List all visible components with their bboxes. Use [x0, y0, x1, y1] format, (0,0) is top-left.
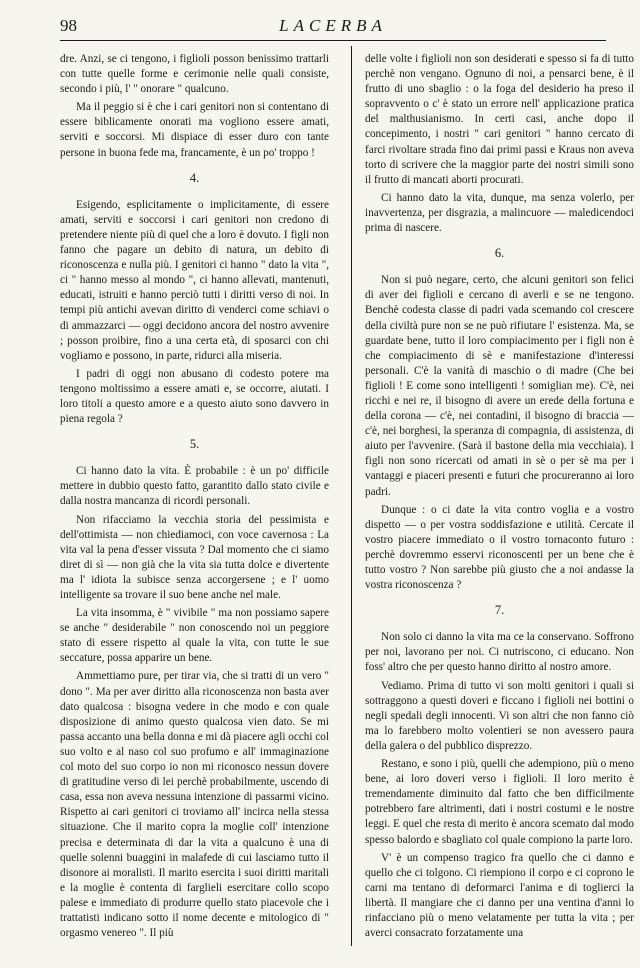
paragraph: La vita insomma, è " vivibile " ma non possiamo sapere se anche " desiderabile " non conoscendo noi un peggiore stato di essere rispetto al quale la vita, con tutte le sue seccature, possa apparire un bene.	[60, 607, 329, 665]
section-number: 4.	[189, 170, 200, 185]
journal-title: LACERBA	[279, 16, 387, 35]
paragraph: Vediamo. Prima di tutto vi son molti genitori i quali si sottraggono a questi doveri e ficcano i figlioli nei bottini o negli spedali degli innocenti. Vi son altri che non fanno ciò ma lo farebbero molto volentieri se non avessero paura della galera o del pubblico disprezzo.	[365, 679, 634, 752]
paragraph: Non rifacciamo la vecchia storia del pessimista e dell'ottimista — non chiediamoci, con voce cavernosa : La vita val la pena d'esser vissuta ? Dal momento che ci siamo diret di sì — non già che la vita sia tutta dolce e divertente ma l' idiota la subisce senza accorgersene ; e l' uomo intelligente sa trovare il suo bene anche nel male.	[60, 513, 329, 601]
paragraph: Non si può negare, certo, che alcuni genitori son felici di aver dei figlioli e cercano di averli e se ne tengono. Benchè codesta classe di padri vada scemando col crescere della civiltà pure non se ne può rifiutare l' esistenza. Ma, se guardate bene, tutto il loro compiacimento per i figli non è che compiacimento di sè e manifestazione d'interessi personali. C'è la vanità di maschio o di madre (Che bei figlioli ! E come sono intelligenti ! somiglian me). C'è, nei ricchi e nei re, il bisogno di avere un erede della fortuna e della corona — c'è, nei contadini, il bisogno di braccia — c'è, nei borghesi, la speranza di compagnia, di assistenza, di aiuto per l'avvenire. (Sarà il bastone della mia vecchiaia). I figli non sono ricercati od amati in sè o per sè ma per i vantaggi e piaceri presenti e futuri che procureranno ai loro padri.	[365, 274, 634, 498]
left-text-column	[60, 52, 329, 941]
paragraph: Ma il peggio si è che i cari genitori non si contentano di essere biblicamente onorati ma vogliono essere amati, serviti e soccorsi. Mi dispiace di esser duro con tante persone in buona fede ma, francamente, è un po' troppo !	[60, 101, 329, 159]
paragraph: I padri di oggi non abusano di codesto potere ma tengono moltissimo a essere amati e, se occorre, aiutati. I loro titoli a questo amore e a questo aiuto sono davvero in piena regola ?	[60, 367, 329, 426]
column-divider	[351, 46, 352, 946]
paragraph: Restano, e sono i più, quelli che adempiono, più o meno bene, ai loro doveri verso i figlioli. Il loro merito è tremendamente diminuito dal fatto che ben difficilmente potrebbero fare altrimenti, dati i nostri costumi e le nostre leggi. E quel che resta di merito è ancora scemato dal modo spesso balordo e sbagliato col quale compiono la parte loro.	[365, 758, 634, 846]
paragraph: Ammettiamo pure, per tirar via, che si tratti di un vero " dono ". Ma per aver diritto alla riconoscenza non basta aver dato qualcosa : bisogna vedere in che modo e con quale disposizione di animo questo qualcosa vien dato. Se mi passa accanto una bella donna e mi dà piacere agli occhi col suo volto e al naso col suo profumo e all' immaginazione col moto del suo corpo io non mi riconosco nessun dovere di gratitudine verso di lei perchè probabilmente, uscendo di casa, essa non aveva nessuna intenzione di passarmi vicino. Rispetto ai cari genitori ci troviamo all' incirca nella stessa situazione. Che il marito copra la moglie coll' intenzione precisa e determinata di dar la vita a qualcuno è una di quelle solenni buaggini in malafede di cui lasciamo tutto il disonore ai moralisti. Il marito esercita i suoi diritti maritali e la moglie è contenta di farglieli esercitare collo scopo palese e immediato di produrre quello stato piacevole che i trattatisti indicano sotto il nome decente e mitologico di " orgasmo venereo ". Il più	[60, 670, 329, 940]
paragraph: delle volte i figlioli non son desiderati e spesso si fa di tutto perchè non vengano. Ognuno di noi, a pensarci bene, è il frutto di uno sbaglio : o la foga del desiderio ha preso il sopravvento o c' è stato un errore nell' applicazione pratica del malthusianismo. In certi casi, anche dopo il concepimento, i nostri " cari genitori " hanno cercato di farci rivoltare strada fino dai primi passi e Kraus non aveva torto di scrivere che la maggior parte dei nostri simili sono il frutto di mancati aborti procurati.	[365, 53, 634, 186]
section-number: 7.	[494, 603, 505, 618]
section-number: 6.	[494, 246, 505, 261]
right-text-column	[365, 52, 634, 941]
paragraph: Dunque : o ci date la vita contro voglia e a vostro dispetto — o per vostra soddisfazione e utilità. Cercate il vostro piacere immediato o il vostro tornaconto futuro : perchè dovremmo esservi riconoscenti per un bene che è tutto vostro ? Non sarebbe più giusto che a noi andasse la vostra riconoscenza ?	[365, 503, 634, 592]
section-number: 5.	[189, 437, 200, 452]
running-header	[60, 14, 606, 41]
page-number: 98	[60, 16, 77, 35]
paragraph: V' è un compenso tragico fra quello che ci danno e quello che ci tolgono. Ci riempiono il corpo e ci coprono le carni ma tentano di deformarci l'anima e di toglierci la libertà. Il mangiare che ci danno per una ventina d'anni lo rinfacciano più o meno velatamente per tutta la vita ; per averci consacrato forzatamente una	[365, 851, 634, 940]
paragraph: dre. Anzi, se ci tengono, i figlioli posson benissimo trattarli con tutte quelle forme e cerimonie nelle quali consiste, secondo i più, l' " onorare " qualcuno.	[60, 53, 329, 96]
paragraph: Esigendo, esplicitamente o implicitamente, di essere amati, serviti e soccorsi i cari genitori non credono di pretendere niente più di quel che a loro è dovuto. I figli non fanno che pagare un debito di natura, un debito di riconoscenza e nulla più. I genitori ci hanno " dato la vita ", ci " hanno messo al mondo ", ci hanno allevati, mantenuti, educati, istruiti e hanno perciò tutti i diritti verso di noi. In tempi più antichi avevan diritto di venderci come schiavi o di ammazzarci — oggi decidono ancora del nostro avvenire ; posson proibire, fino a una certa età, di sposarci con chi vogliamo e possono, in parte, ridurci alla miseria.	[60, 198, 329, 362]
paragraph: Non solo ci danno la vita ma ce la conservano. Soffrono per noi, lavorano per noi. Ci nutriscono, ci educano. Non foss' altro che per questo hanno diritto al nostro amore.	[365, 631, 634, 674]
paragraph: Ci hanno dato la vita, dunque, ma senza volerlo, per inavvertenza, per disgrazia, a malincuore — maledicendoci prima di nascere.	[365, 191, 634, 235]
paragraph: Ci hanno dato la vita. È probabile : è un po' difficile mettere in dubbio questo fatto, garantito dallo stato civile e dalla nostra mancanza di ricordi personali.	[60, 465, 329, 508]
